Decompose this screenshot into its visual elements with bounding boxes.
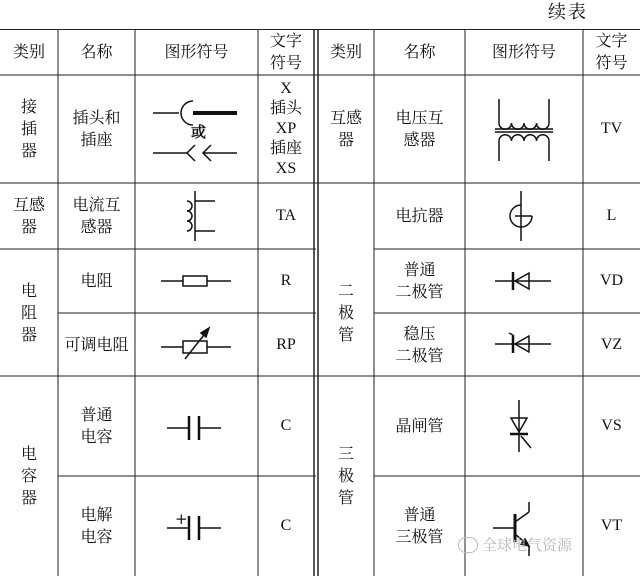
category-diode: 二 极 管 [337, 280, 354, 344]
code-current-transformer: TA [275, 207, 297, 224]
code-diode: VD [599, 272, 624, 289]
code-plug-socket: X 插头 XP 插座 XS [269, 80, 302, 177]
watermark [458, 534, 572, 555]
header-category-right: 类别 [329, 42, 362, 61]
code-reactor: L [606, 207, 617, 224]
name-transistor: 普通 三极管 [395, 505, 444, 546]
header-code-right: 文字 符号 [595, 31, 628, 72]
category-transformer: 互感 器 [12, 195, 45, 236]
voltage-transformer-icon [465, 75, 583, 183]
code-transistor: VT [600, 517, 623, 534]
header-code: 文字 符号 [269, 31, 302, 72]
plus-sign: + [175, 510, 188, 528]
zener-diode-icon [465, 313, 583, 376]
category-capacitor: 电 容 器 [20, 444, 37, 507]
symbol-table [0, 29, 640, 576]
table-caption: 续表 [548, 2, 588, 23]
name-electrolytic-capacitor: 电解 电容 [80, 505, 113, 546]
name-plug-socket: 插头和 插座 [72, 108, 121, 149]
reactor-icon [465, 183, 583, 249]
transistor-icon [465, 476, 583, 576]
or-label: 或 [191, 123, 207, 141]
category-resistor: 电 阻 器 [20, 280, 37, 344]
code-zener-diode: VZ [600, 335, 623, 353]
name-capacitor: 普通 电容 [80, 405, 113, 446]
name-thyristor: 晶闸管 [395, 416, 444, 435]
plug-socket-icon [135, 75, 258, 183]
category-connector: 接 插 器 [20, 97, 37, 160]
diode-icon [465, 249, 583, 313]
name-diode: 普通 二极管 [395, 260, 444, 301]
adjustable-resistor-icon [135, 313, 258, 376]
header-name-right: 名称 [403, 42, 436, 61]
code-capacitor: C [280, 417, 292, 434]
code-thyristor: VS [601, 417, 622, 434]
code-adjustable-resistor: RP [276, 335, 296, 353]
resistor-icon [135, 249, 258, 313]
capacitor-icon [135, 376, 258, 476]
name-zener-diode: 稳压 二极管 [395, 323, 444, 365]
electrolytic-capacitor-icon [135, 476, 258, 576]
header-category: 类别 [12, 42, 45, 61]
name-adjustable-resistor: 可调电阻 [64, 334, 129, 354]
chat-bubble-icon [458, 537, 478, 553]
current-transformer-icon [135, 183, 258, 249]
code-electrolytic-capacitor: C [280, 517, 292, 534]
name-current-transformer: 电流互 感器 [72, 195, 121, 236]
thyristor-icon [465, 376, 583, 476]
name-resistor: 电阻 [80, 271, 113, 290]
watermark-text: 全球电气资源 [482, 536, 573, 554]
code-voltage-transformer: TV [600, 120, 623, 137]
category-transformer-right: 互感 器 [329, 108, 362, 149]
category-triode: 三 极 管 [337, 444, 354, 507]
name-voltage-transformer: 电压互 感器 [395, 108, 444, 149]
header-symbol-right: 图形符号 [491, 42, 556, 61]
name-reactor: 电抗器 [395, 206, 444, 225]
code-resistor: R [280, 272, 292, 289]
header-name: 名称 [80, 42, 113, 61]
header-symbol: 图形符号 [164, 42, 229, 61]
